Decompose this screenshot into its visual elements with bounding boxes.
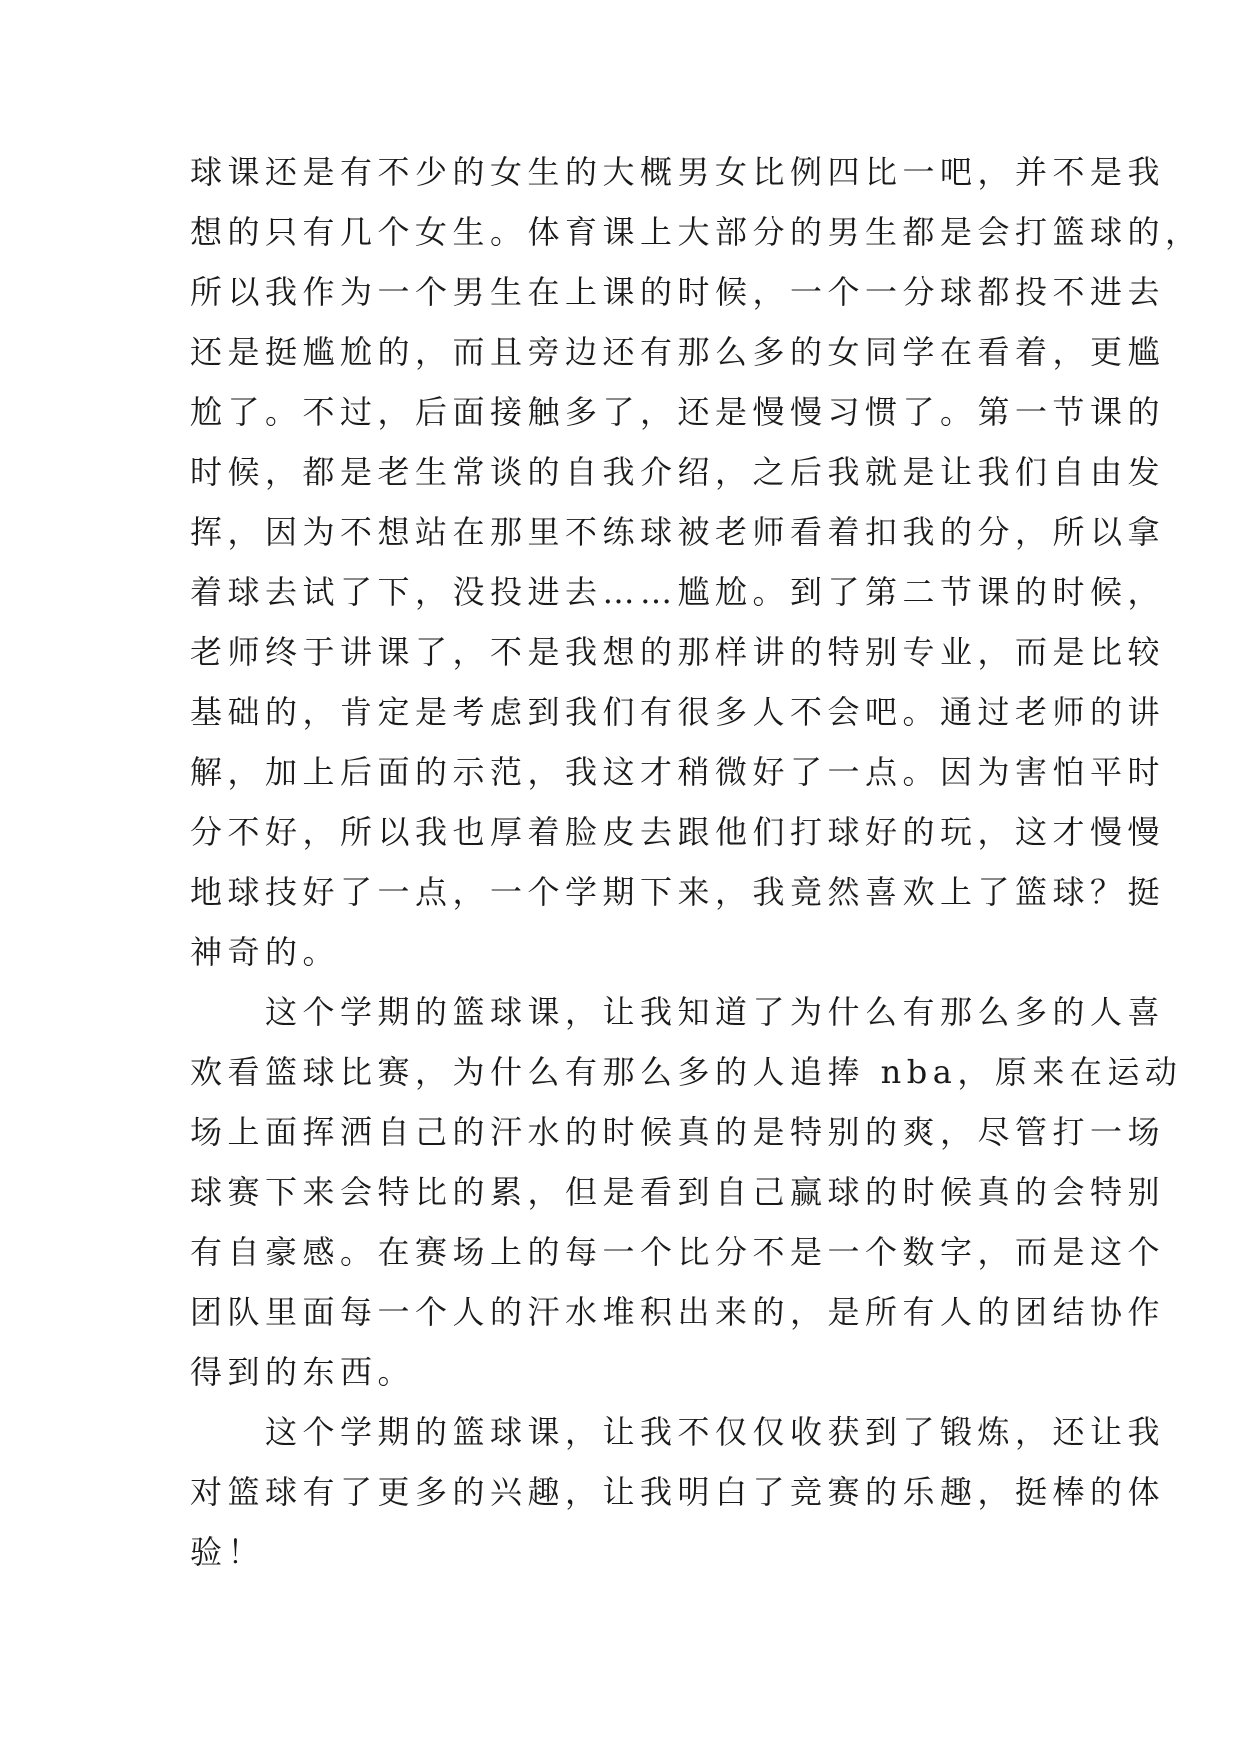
- text-line: 想的只有几个女生。体育课上大部分的男生都是会打篮球的，: [190, 213, 1203, 251]
- text-line: 地球技好了一点，一个学期下来，我竟然喜欢上了篮球？挺: [190, 873, 1166, 911]
- text-line: 球赛下来会特比的累，但是看到自己赢球的时候真的会特别: [190, 1173, 1166, 1211]
- text-line: 分不好，所以我也厚着脸皮去跟他们打球好的玩，这才慢慢: [190, 813, 1166, 851]
- text-line: 有自豪感。在赛场上的每一个比分不是一个数字，而是这个: [190, 1233, 1166, 1271]
- text-line: 球课还是有不少的女生的大概男女比例四比一吧，并不是我: [190, 153, 1166, 191]
- text-line: 所以我作为一个男生在上课的时候，一个一分球都投不进去: [190, 273, 1166, 311]
- text-line: 验！: [190, 1533, 266, 1571]
- text-line: 得到的东西。: [190, 1353, 416, 1391]
- text-line: 着球去试了下，没投进去……尴尬。到了第二节课的时候，: [190, 573, 1166, 611]
- text-line: 老师终于讲课了，不是我想的那样讲的特别专业，而是比较: [190, 633, 1166, 671]
- paragraph-start-line: 这个学期的篮球课，让我不仅仅收获到了锻炼，还让我: [190, 1413, 1166, 1451]
- text-line: 神奇的。: [190, 933, 341, 971]
- text-line: 对篮球有了更多的兴趣，让我明白了竞赛的乐趣，挺棒的体: [190, 1473, 1166, 1511]
- text-line: 团队里面每一个人的汗水堆积出来的，是所有人的团结协作: [190, 1293, 1166, 1331]
- paragraph-start-line: 这个学期的篮球课，让我知道了为什么有那么多的人喜: [190, 993, 1166, 1031]
- text-line: 场上面挥洒自己的汗水的时候真的是特别的爽，尽管打一场: [190, 1113, 1166, 1151]
- text-line: 还是挺尴尬的，而且旁边还有那么多的女同学在看着，更尴: [190, 333, 1166, 371]
- text-line: 时候，都是老生常谈的自我介绍，之后我就是让我们自由发: [190, 453, 1166, 491]
- text-line: 欢看篮球比赛，为什么有那么多的人追捧 nba，原来在运动: [190, 1053, 1183, 1091]
- text-line: 尬了。不过，后面接触多了，还是慢慢习惯了。第一节课的: [190, 393, 1166, 431]
- text-line: 解，加上后面的示范，我这才稍微好了一点。因为害怕平时: [190, 753, 1166, 791]
- text-line: 挥，因为不想站在那里不练球被老师看着扣我的分，所以拿: [190, 513, 1166, 551]
- text-line: 基础的，肯定是考虑到我们有很多人不会吧。通过老师的讲: [190, 693, 1166, 731]
